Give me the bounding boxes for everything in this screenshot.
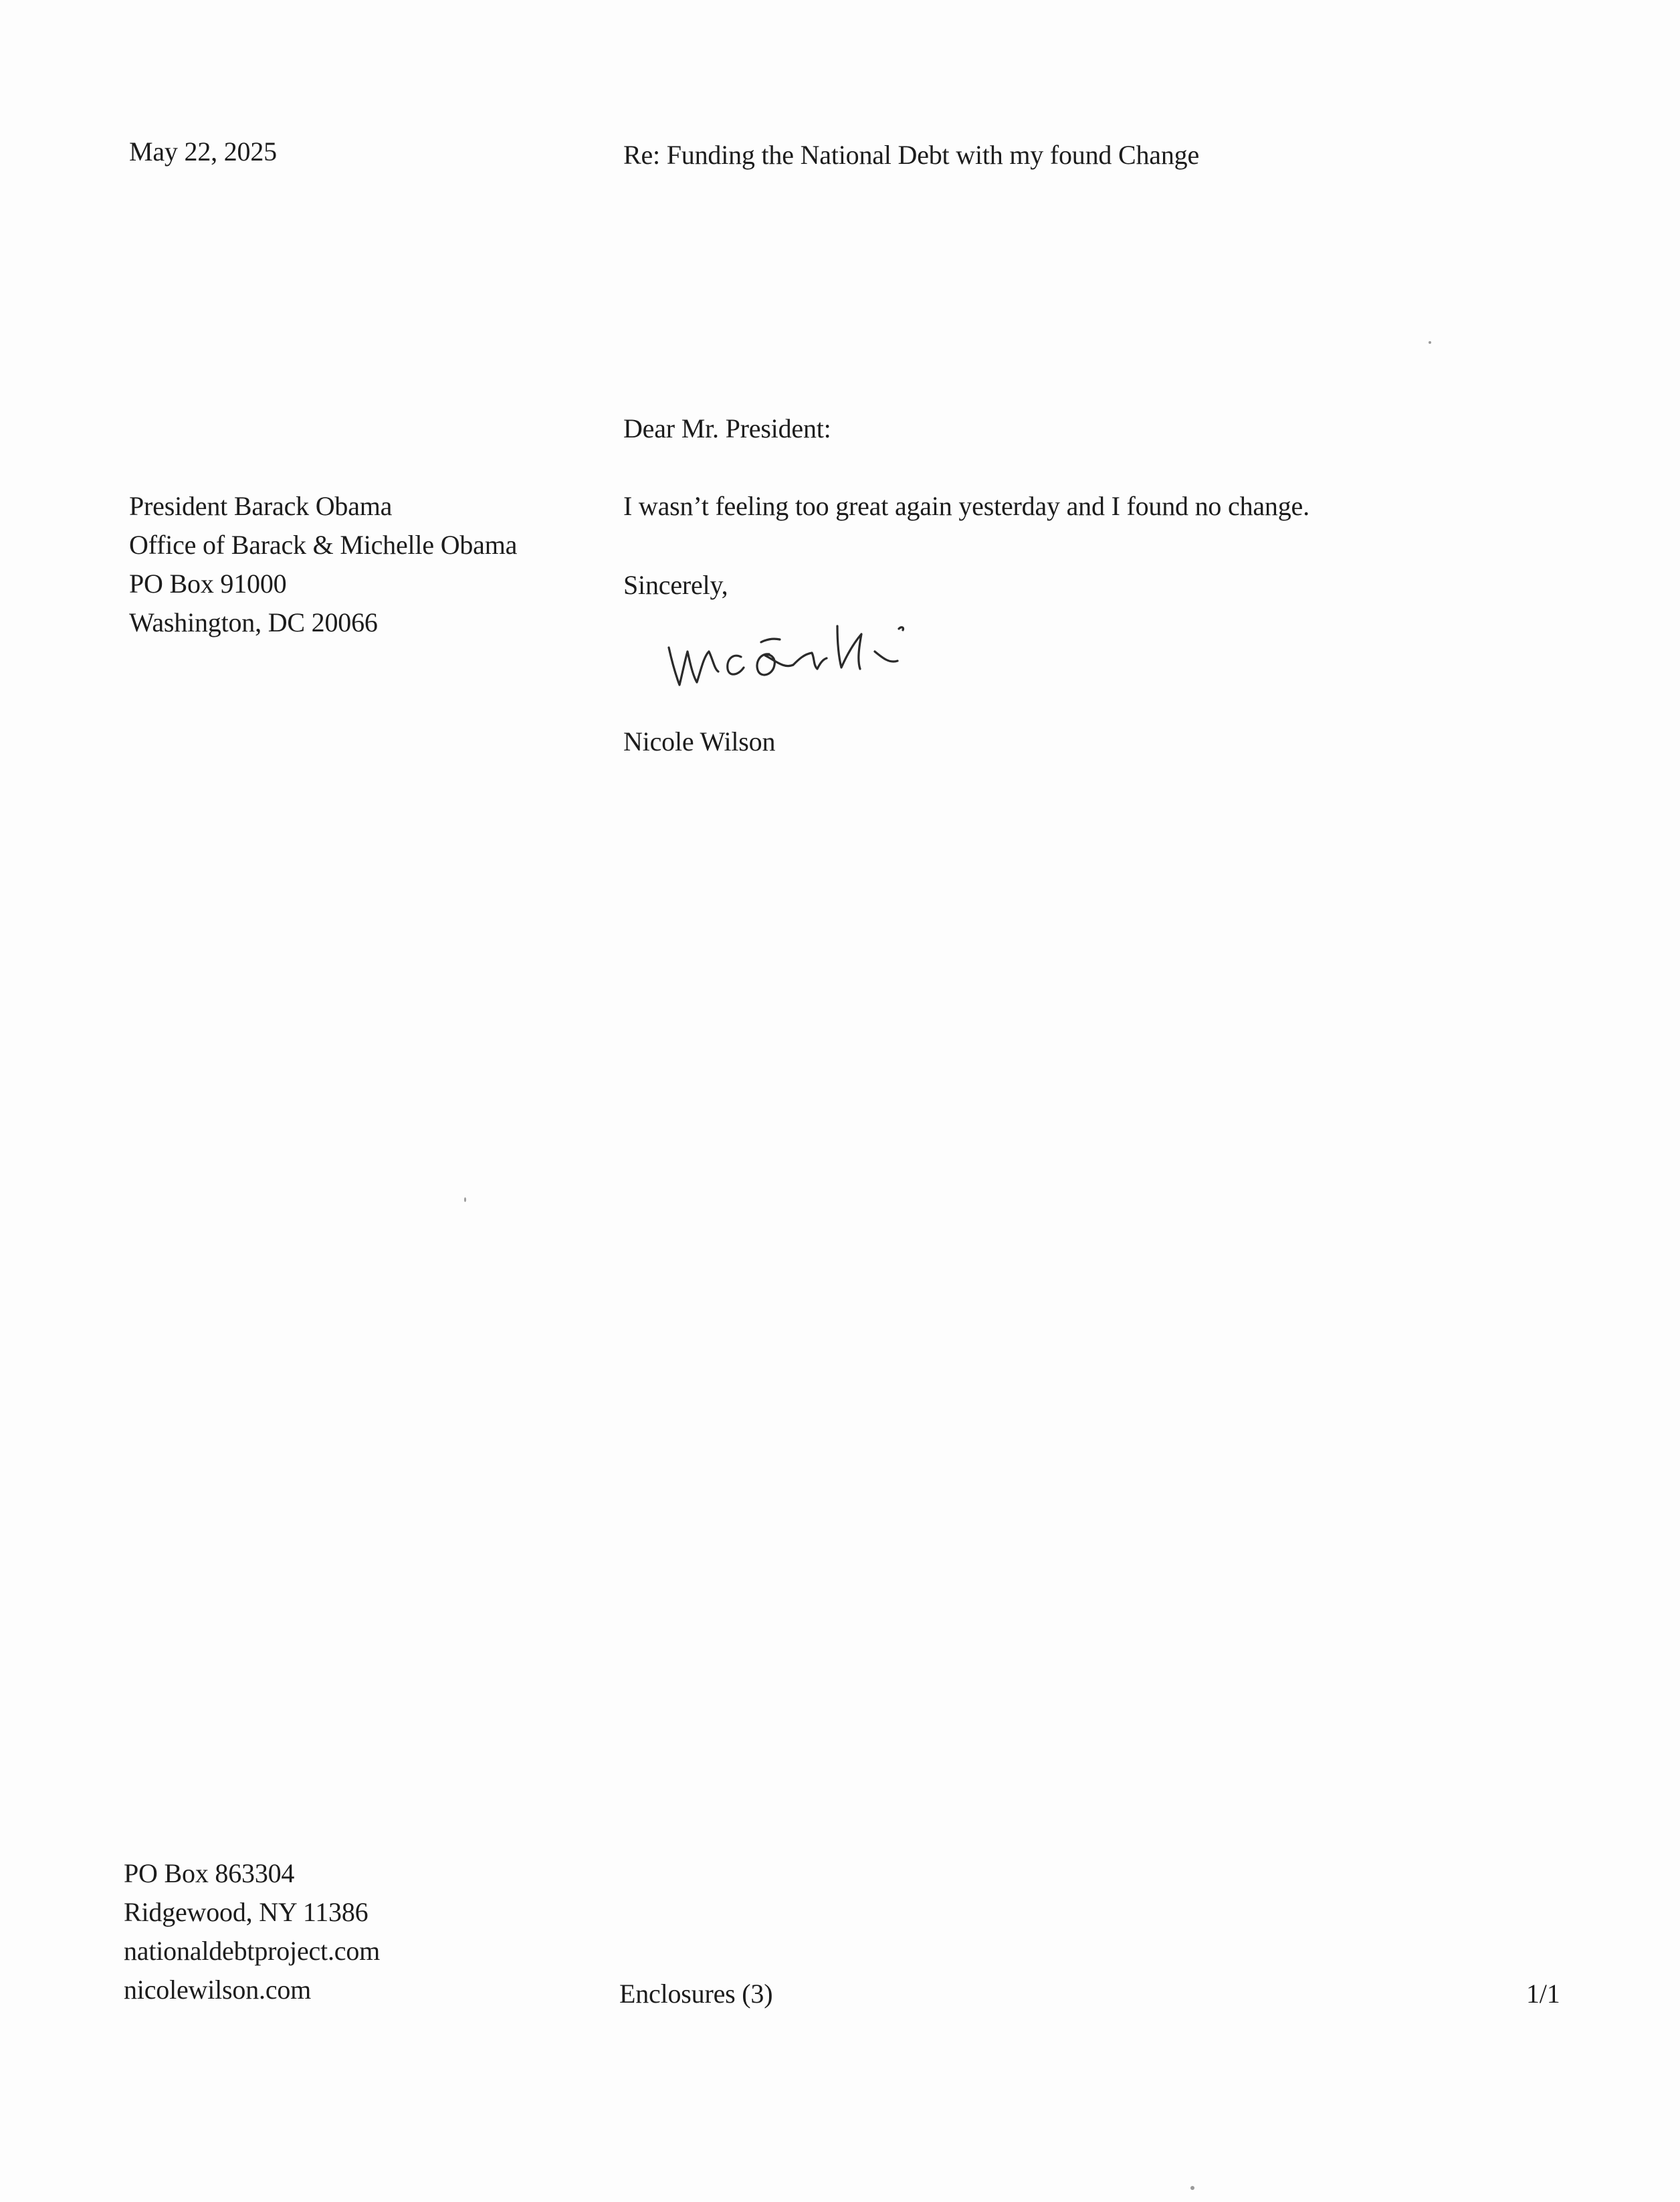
scan-speck xyxy=(1190,2186,1194,2190)
sender-address xyxy=(124,1854,380,2009)
scan-speck xyxy=(1429,341,1431,344)
salutation: Dear Mr. President: xyxy=(623,413,831,443)
recipient-po-box: PO Box 91000 xyxy=(129,569,287,599)
sender-website-1: nationaldebtproject.com xyxy=(124,1936,381,1966)
handwritten-signature xyxy=(662,599,976,706)
enclosures-note: Enclosures (3) xyxy=(619,1979,773,2009)
signer-name: Nicole Wilson xyxy=(623,726,776,757)
recipient-name: President Barack Obama xyxy=(129,491,393,521)
closing: Sincerely, xyxy=(623,570,728,600)
letter-body: I wasn’t feeling too great again yesterday and I found no change. xyxy=(623,491,1309,521)
letter-subject: Re: Funding the National Debt with my found Change xyxy=(623,140,1199,170)
recipient-address xyxy=(129,487,517,642)
sender-po-box: PO Box 863304 xyxy=(124,1858,295,1888)
letter-date: May 22, 2025 xyxy=(129,136,277,167)
recipient-city: Washington, DC 20066 xyxy=(129,607,378,637)
sender-city: Ridgewood, NY 11386 xyxy=(124,1897,369,1927)
scan-speck xyxy=(464,1197,466,1202)
page-number: 1/1 xyxy=(1526,1979,1560,2009)
sender-website-2: nicolewilson.com xyxy=(124,1975,312,2005)
recipient-office: Office of Barack & Michelle Obama xyxy=(129,530,518,560)
